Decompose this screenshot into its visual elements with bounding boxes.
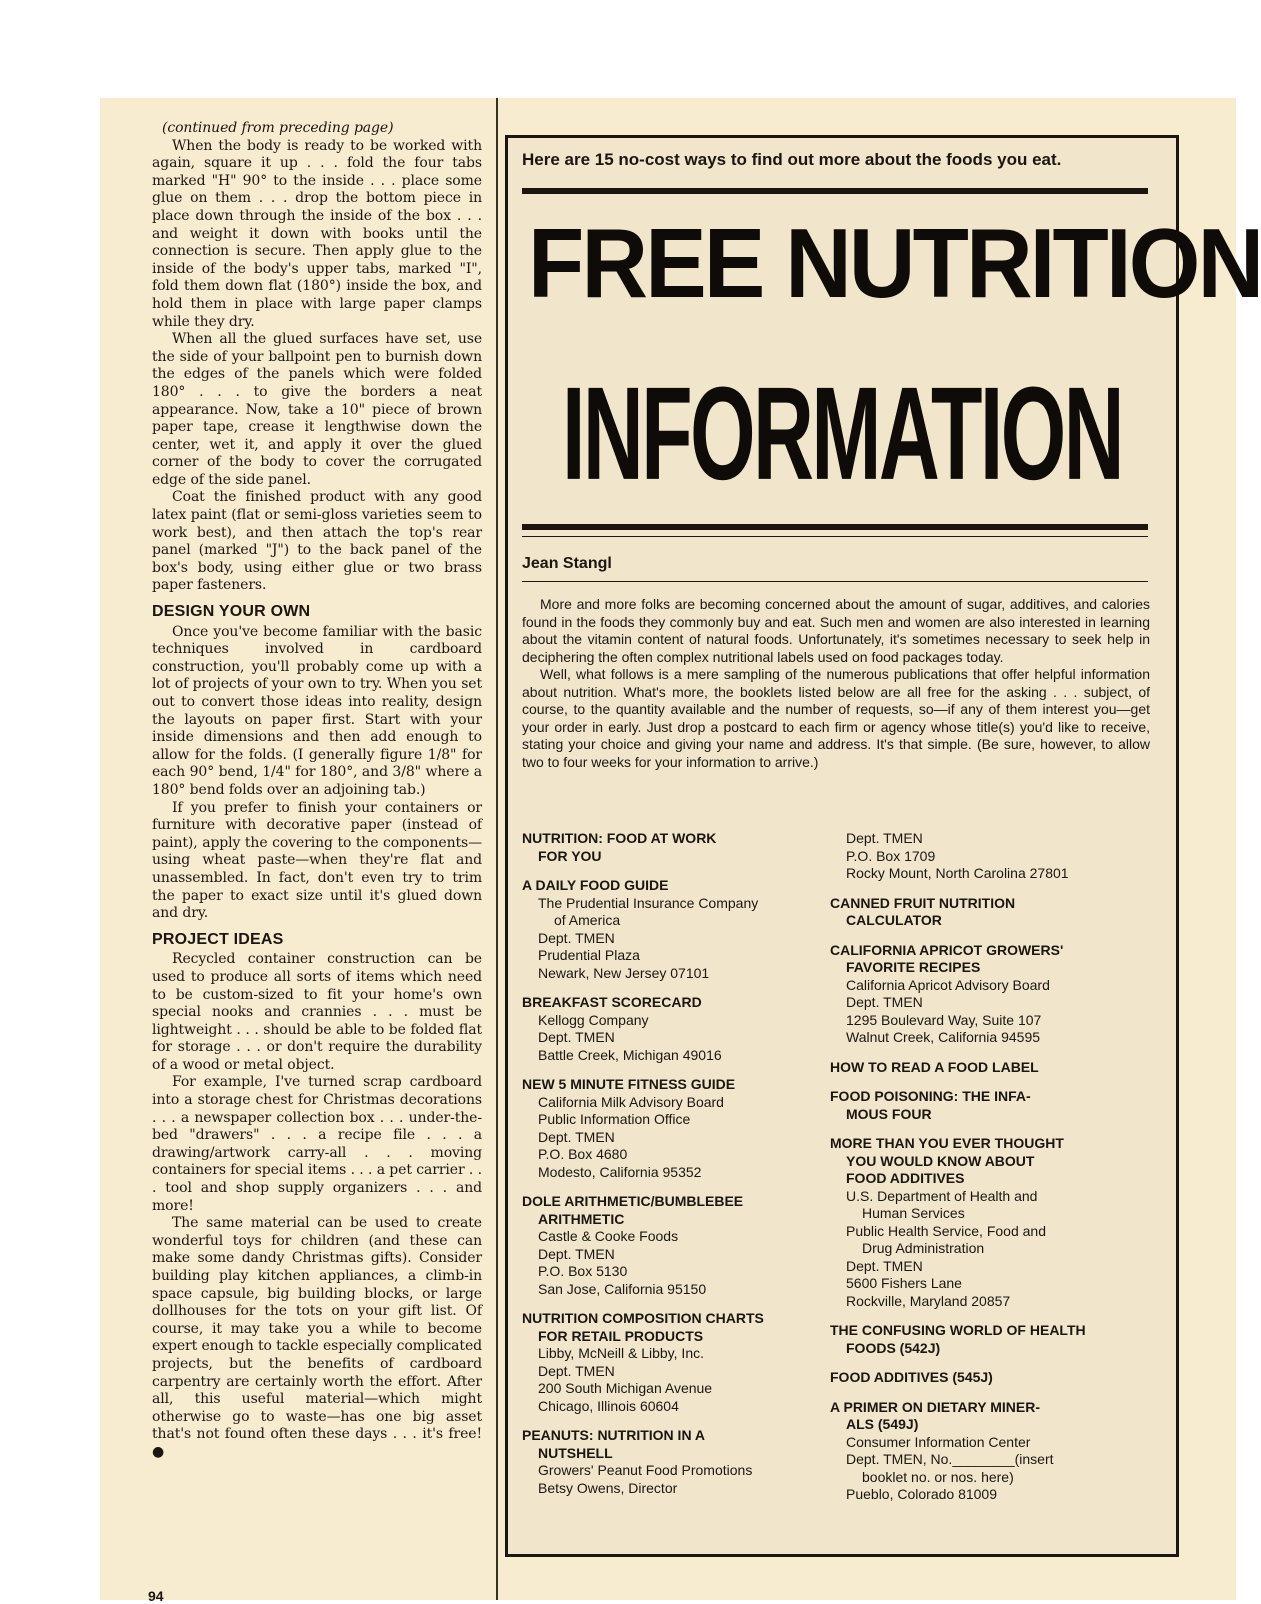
listing-address-line: Dept. TMEN — [538, 929, 615, 946]
heading-design-your-own: DESIGN YOUR OWN — [152, 603, 311, 621]
listing-address-line: booklet no. or nos. here) — [862, 1468, 1014, 1485]
listing-entry — [830, 1399, 1150, 1504]
listing-title: THE CONFUSING WORLD OF HEALTH — [830, 1322, 1086, 1338]
listing-entry — [830, 895, 1150, 930]
rule-top — [522, 188, 1148, 194]
listing-address-line: Dept. TMEN — [538, 1128, 615, 1145]
listing-entry — [830, 1135, 1150, 1310]
column-divider — [496, 98, 498, 1600]
listing-title: A DAILY FOOD GUIDE — [522, 877, 669, 893]
listing-entry — [830, 1059, 1150, 1077]
paragraph: Coat the finished product with any good latex paint (flat or semi-gloss varieties seem to work best), and then attach the top's rear panel (marked "J") to the back panel of the box's body, using either glue or two brass paper fasteners. — [152, 489, 482, 594]
listing-address-line: Growers' Peanut Food Promotions — [538, 1462, 753, 1478]
listing-address-line: Dept. TMEN — [846, 830, 923, 846]
listing-address-line: Human Services — [862, 1205, 965, 1221]
section-intro-paragraphs — [152, 138, 482, 595]
listing-title: NUTRITION COMPOSITION CHARTS — [522, 1310, 764, 1326]
listing-entry — [830, 830, 1150, 883]
listing-title: FOOD ADDITIVES — [846, 1170, 965, 1186]
listing-address-line: California Apricot Advisory Board — [846, 976, 1050, 993]
listing-title: ARITHMETIC — [538, 1210, 625, 1227]
listing-title: NEW 5 MINUTE FITNESS GUIDE — [522, 1076, 736, 1092]
rule-under-author — [522, 581, 1148, 582]
listing-address-line: The Prudential Insurance Company — [538, 894, 759, 911]
listing-address-line: Modesto, California 95352 — [538, 1163, 702, 1180]
paragraph: If you prefer to finish your containers or furniture with decorative paper (instead of paint), apply the covering to the components—using wheat paste—when they're flat and unassembled. In fact, don't even try to trim the paper to exact size until it's glued down and dry. — [152, 799, 482, 922]
listing-address-line: Public Information Office — [538, 1111, 691, 1127]
listing-address-line: Dept. TMEN — [538, 1362, 615, 1379]
magazine-page — [100, 98, 1261, 1604]
intro-text — [522, 596, 1150, 771]
listing-address-line: Battle Creek, Michigan 49016 — [538, 1046, 722, 1063]
listing-title: MORE THAN YOU EVER THOUGHT — [830, 1135, 1064, 1151]
listing-address-line: San Jose, California 95150 — [538, 1280, 707, 1297]
listing-address-line: 1295 Boulevard Way, Suite 107 — [846, 1011, 1042, 1028]
listing-column-1 — [522, 830, 822, 1509]
listing-title: FAVORITE RECIPES — [846, 959, 981, 975]
listing-address-line: U.S. Department of Health and — [846, 1187, 1038, 1204]
listing-column-2 — [830, 830, 1150, 1516]
listing-title: FOODS (542J) — [846, 1339, 941, 1356]
listing-title: FOR RETAIL PRODUCTS — [538, 1327, 704, 1344]
listing-title: BREAKFAST SCORECARD — [522, 994, 702, 1010]
listing-title: MOUS FOUR — [846, 1105, 932, 1122]
listing-address-line: Pueblo, Colorado 81009 — [846, 1486, 998, 1502]
listing-entry — [830, 1322, 1150, 1357]
listing-address-line: Walnut Creek, California 94595 — [846, 1029, 1041, 1045]
listing-address-line: of America — [554, 912, 621, 928]
listing-entry — [522, 1427, 822, 1497]
listing-address-line: Public Health Service, Food and — [846, 1222, 1046, 1239]
listing-address-line: Newark, New Jersey 07101 — [538, 964, 710, 981]
listing-address-line: Drug Administration — [862, 1240, 985, 1256]
listing-address-line: 200 South Michigan Avenue — [538, 1380, 713, 1396]
paragraph: When the body is ready to be worked with again, square it up . . . fold the four tabs marked "H" 90° to the inside . . . place some glue on them . . . drop the bottom piece in place down through the inside of the box . . . and weight it down with books until the connection is secure. Then apply glue to the inside of the body's upper tabs, marked "I", fold them down flat (180°) inside the box, and hold them in place with large paper clamps while they dry. — [152, 137, 482, 330]
paragraph: For example, I've turned scrap cardboard into a storage chest for Christmas decorations . . . a newspaper collection box . . . under-the-bed "drawers" . . . a recipe file . . . a drawing/artwork carry-all . . . moving containers for special items . . . a pet carrier . . . tool and shop supply organizers . . . and more! — [152, 1074, 482, 1214]
section-design-paragraphs — [152, 624, 482, 923]
continued-note: (continued from preceding page) — [162, 120, 394, 136]
paragraph: The same material can be used to create wonderful toys for children (and these can make some dandy Christmas gifts). Consider building play kitchen appliances, a climb-in space capsule, big building blocks, or large dollhouses for the tots on your gift list. Of course, it may take you a while to become expert enough to tackle especially complicated projects, but the benefits of cardboard carpentry are certainly worth the effort. After all, this useful material—which might otherwise go to waste—has one big asset that's not found often these days . . . it's free! ● — [152, 1215, 483, 1460]
listing-address-line: Rockville, Maryland 20857 — [846, 1292, 1011, 1309]
listing-address-line: 5600 Fishers Lane — [846, 1275, 962, 1291]
page-number: 94 — [148, 1588, 164, 1604]
listing-title: CANNED FRUIT NUTRITION — [830, 894, 1016, 911]
box-tagline: Here are 15 no-cost ways to find out more about the foods you eat. — [522, 150, 1062, 169]
paragraph: Recycled container construction can be used to produce all sorts of items which need to be custom-sized to fit your home's own special nooks and crannies . . . must be lightweight . . . should be able to be folded flat for storage . . . or don't require the durability of a wood or metal object. — [152, 951, 482, 1073]
listing-title: CALCULATOR — [846, 912, 942, 928]
rule-under-title — [522, 524, 1148, 530]
listing-title: FOR YOU — [538, 847, 602, 864]
listing-address-line: Castle & Cooke Foods — [538, 1228, 679, 1244]
title-line-2: INFORMATION — [562, 358, 1122, 508]
listing-title: FOOD ADDITIVES (545J) — [830, 1369, 993, 1385]
listing-address-line: P.O. Box 5130 — [538, 1263, 628, 1279]
left-article-column — [152, 120, 482, 1462]
listing-address-line: Consumer Information Center — [846, 1433, 1031, 1450]
paragraph: Once you've become familiar with the basic techniques involved in cardboard construction, you'll probably come up with a lot of projects of your own to try. When you set out to convert those ideas into reality, design the layouts on paper first. Start with your inside dimensions and then add enough to allow for the folds. (I generally figure 1/8" for each 90° bend, 1/4" for 180°, and 3/8" where a 180° bend folds over an adjoining tab.) — [152, 623, 482, 798]
listing-address-line: Dept. TMEN, No.________(insert — [846, 1451, 1054, 1467]
listing-address-line: Prudential Plaza — [538, 947, 640, 963]
paragraph: When all the glued surfaces have set, use the side of your ballpoint pen to burnish down the edges of the panels which were folded 180° . . . to give the borders a neat appearance. Now, take a 10" piece of brown paper tape, crease it lengthwise down the center, wet it, and apply it over the glued corner of the body to cover the corrugated edge of the side panel. — [152, 331, 482, 488]
listing-entry — [830, 1088, 1150, 1123]
listing-address-line: Libby, McNeill & Libby, Inc. — [538, 1345, 704, 1361]
thin-rule — [522, 536, 1148, 537]
author-byline: Jean Stangl — [522, 555, 612, 572]
listing-title: HOW TO READ A FOOD LABEL — [830, 1058, 1039, 1075]
listing-entry — [522, 830, 822, 865]
listing-address-line: Rocky Mount, North Carolina 27801 — [846, 865, 1069, 881]
listing-title: PEANUTS: NUTRITION IN A — [522, 1427, 706, 1443]
listing-entry — [522, 1310, 822, 1415]
listing-title: NUTRITION: FOOD AT WORK — [522, 830, 717, 846]
listing-entry — [522, 1193, 822, 1298]
listing-address-line: Kellogg Company — [538, 1011, 649, 1028]
listing-title: A PRIMER ON DIETARY MINER- — [830, 1398, 1041, 1415]
listing-address-line: California Milk Advisory Board — [538, 1093, 724, 1110]
listing-address-line: Dept. TMEN — [846, 1257, 923, 1274]
listing-address-line: P.O. Box 1709 — [846, 847, 936, 864]
listing-title: DOLE ARITHMETIC/BUMBLEBEE — [522, 1193, 744, 1209]
listing-address-line: P.O. Box 4680 — [538, 1146, 628, 1162]
section-projects-paragraphs — [152, 951, 482, 1461]
listing-title: NUTSHELL — [538, 1444, 613, 1461]
heading-project-ideas: PROJECT IDEAS — [152, 930, 284, 948]
intro-paragraph: More and more folks are becoming concerned about the amount of sugar, additives, and calories found in the foods they commonly buy and eat. Such men and women are also interested in learning about the vitamin content of natural foods. Unfortunately, it's sometimes necessary to seek help in deciphering the often complex nutritional labels used on food packages today. — [522, 596, 1150, 665]
listing-address-line: Chicago, Illinois 60604 — [538, 1397, 679, 1414]
listing-address-line: Betsy Owens, Director — [538, 1479, 678, 1496]
listing-title: CALIFORNIA APRICOT GROWERS' — [830, 941, 1064, 958]
listing-entry — [522, 994, 822, 1064]
title-line-1: FREE NUTRITION — [528, 208, 1261, 318]
nutrition-info-box — [505, 135, 1261, 1557]
listing-address-line: Dept. TMEN — [538, 1245, 615, 1262]
listing-entry — [830, 942, 1150, 1047]
listing-title: ALS (549J) — [846, 1416, 919, 1432]
listing-address-line: Dept. TMEN — [846, 994, 923, 1010]
listing-entry — [522, 1076, 822, 1181]
intro-paragraph: Well, what follows is a mere sampling of the numerous publications that offer helpful information about nutrition. What's more, the booklets listed below are all free for the asking . . . subject, of course, to the quantity available and the number of requests, so—if any of them interest you—get your order in early. Just drop a postcard to each firm or agency whose title(s) you'd like to receive, stating your choice and giving your name and address. It's that simple. (Be sure, however, to allow two to four weeks for your information to arrive.) — [522, 666, 1150, 770]
listing-entry — [830, 1369, 1150, 1387]
listing-title: FOOD POISONING: THE INFA- — [830, 1088, 1031, 1104]
listing-address-line: Dept. TMEN — [538, 1029, 615, 1045]
listing-title: YOU WOULD KNOW ABOUT — [846, 1152, 1035, 1169]
listing-entry — [522, 877, 822, 982]
